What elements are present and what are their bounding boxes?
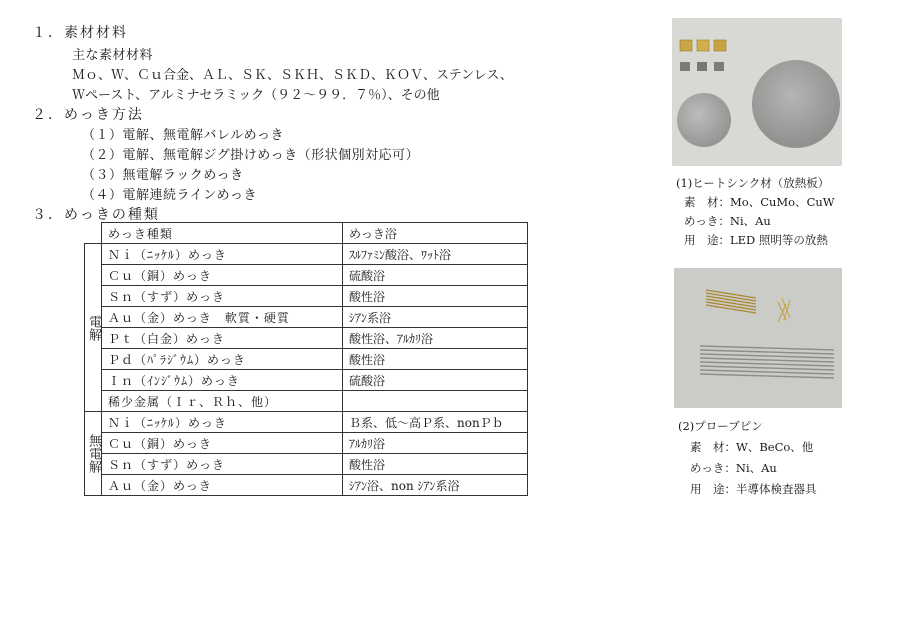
section1-materials-line1: Ｍｏ、Ｗ、Ｃｕ合金、ＡＬ、ＳＫ、ＳＫＨ、ＳＫＤ、ＫＯＶ、ステンレス、: [72, 68, 513, 83]
table-row: [85, 391, 528, 412]
heat-sink-photo: [672, 18, 842, 166]
plating-type: Ｓｎ（すず）めっき: [102, 454, 343, 475]
header-bath: めっき浴: [343, 223, 528, 244]
probe-pin-image: [674, 268, 842, 408]
table-row: [85, 349, 528, 370]
product1-plating: [684, 213, 771, 229]
table-row: [85, 307, 528, 328]
product1-use-label: 用 途：: [684, 233, 730, 247]
product1-material-value: Mo、CuMo、CuW: [730, 195, 835, 209]
table-header-row: [85, 223, 528, 244]
product1-use: [684, 232, 828, 248]
table-row: [85, 370, 528, 391]
plating-type: Ａｕ（金）めっき 軟質・硬質: [102, 307, 343, 328]
section2-heading: ２．めっき方法: [32, 107, 144, 123]
section3-heading: ３．めっきの種類: [32, 207, 160, 223]
plating-bath: ｱﾙｶﾘ浴: [343, 433, 528, 454]
table-row: [85, 475, 528, 496]
product1-title: (1)ヒートシンク材（放熱板）: [676, 176, 830, 190]
plating-bath: ｽﾙﾌｧﾐﾝ酸浴、ﾜｯﾄ浴: [343, 244, 528, 265]
plating-bath: 硫酸浴: [343, 265, 528, 286]
plating-bath: 酸性浴、ｱﾙｶﾘ浴: [343, 328, 528, 349]
plating-bath: ｼｱﾝ浴、non ｼｱﾝ系浴: [343, 475, 528, 496]
product1-material-label: 素 材：: [684, 195, 730, 209]
table-row: [85, 454, 528, 475]
product2-use-value: 半導体検査器具: [736, 482, 817, 496]
method-item: （３）無電解ラックめっき: [82, 168, 244, 183]
table-row: [85, 265, 528, 286]
table-row: [85, 244, 528, 265]
table-row: [85, 286, 528, 307]
method-item: （１）電解、無電解バレルめっき: [82, 128, 285, 143]
plating-type: 稀少金属（Ｉｒ、Ｒｈ、他）: [102, 391, 343, 412]
plating-type: Ｃｕ（銅）めっき: [102, 433, 343, 454]
method-item: （２）電解、無電解ジグ掛けめっき（形状個別対応可）: [82, 148, 420, 163]
table-row: [85, 412, 528, 433]
section1-heading: １．素材材料: [32, 25, 128, 41]
product1-plating-value: Ni、Au: [729, 214, 771, 228]
plating-bath: Ｂ系、低〜高Ｐ系、nonＰｂ: [343, 412, 528, 433]
product2-plating: [690, 460, 777, 476]
product2-material-label: 素 材：: [690, 440, 736, 454]
plating-type: Ｃｕ（銅）めっき: [102, 265, 343, 286]
table-row: [85, 328, 528, 349]
plating-type: Ｎｉ（ﾆｯｹﾙ）めっき: [102, 412, 343, 433]
plating-bath: [343, 391, 528, 412]
section1-subheading: 主な素材材料: [72, 48, 154, 63]
plating-bath: 硫酸浴: [343, 370, 528, 391]
plating-type: Ｐｄ（ﾊﾟﾗｼﾞｳﾑ）めっき: [102, 349, 343, 370]
plating-table: [84, 222, 528, 496]
product2-use: [690, 481, 817, 497]
plating-type: Ｉｎ（ｲﾝｼﾞｳﾑ）めっき: [102, 370, 343, 391]
table-row: [85, 433, 528, 454]
product2-material-value: W、BeCo、他: [736, 440, 814, 454]
heat-sink-image: [672, 18, 842, 166]
plating-type: Ｓｎ（すず）めっき: [102, 286, 343, 307]
product1-material: [684, 194, 835, 210]
plating-type: Ａｕ（金）めっき: [102, 475, 343, 496]
probe-pin-photo: [674, 268, 842, 408]
section1-materials-line2: Ｗペースト、アルミナセラミック（９２〜９９．７％）、その他: [72, 88, 440, 103]
product2-title: (2)プローブピン: [678, 419, 763, 433]
group-label-electrolytic: 電解: [85, 244, 102, 412]
product2-use-label: 用 途：: [690, 482, 736, 496]
header-type: めっき種類: [102, 223, 343, 244]
plating-bath: ｼｱﾝ系浴: [343, 307, 528, 328]
method-item: （４）電解連続ラインめっき: [82, 188, 257, 203]
plating-type: Ｐｔ（白金）めっき: [102, 328, 343, 349]
plating-bath: 酸性浴: [343, 454, 528, 475]
product2-material: [690, 439, 813, 455]
product2-plating-value: Ni、Au: [735, 461, 777, 475]
product2-plating-label: めっき：: [690, 461, 736, 475]
product1-use-value: LED 照明等の放熱: [730, 233, 828, 247]
product1-plating-label: めっき：: [684, 214, 730, 228]
group-label-electroless: 無電解: [85, 412, 102, 496]
plating-bath: 酸性浴: [343, 349, 528, 370]
plating-type: Ｎｉ（ﾆｯｹﾙ）めっき: [102, 244, 343, 265]
plating-bath: 酸性浴: [343, 286, 528, 307]
